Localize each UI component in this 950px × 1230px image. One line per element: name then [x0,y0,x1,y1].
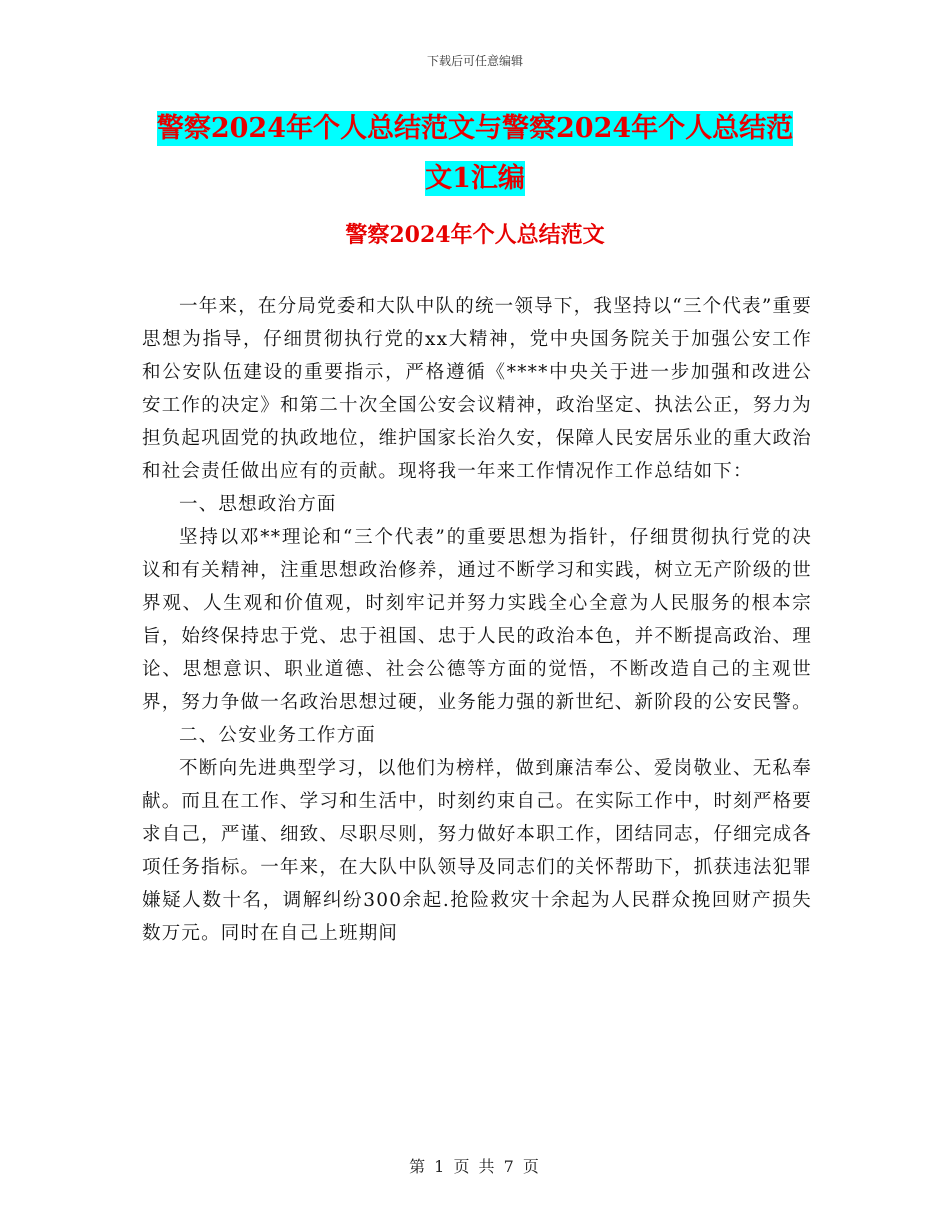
title-line-1: 警察2024年个人总结范文与警察2024年个人总结范 [156,113,794,144]
header-note: 下载后可任意编辑 [426,54,523,68]
section-title: 警察2024年个人总结范文 [345,222,605,248]
paragraph: 不断向先进典型学习，以他们为榜样，做到廉洁奉公、爱岗敬业、无私奉献。而且在工作、学习和生活中，时刻约束自己。在实际工作中，时刻严格要求自己，严谨、细致、尽职尽则，努力做好本职工作，团结同志，仔细完成各项任务指标。一年来，在大队中队领导及同志们的关怀帮助下，抓获违法犯罪嫌疑人数十名，调解纠纷300余起.抢险救灾十余起为人民群众挽回财产损失数万元。同时在自己上班期间 [142,758,812,944]
title-line-2: 文1汇编 [425,163,525,194]
paragraph: 一年来，在分局党委和大队中队的统一领导下，我坚持以“三个代表”重要思想为指导，仔细贯彻执行党的xx大精神，党中央国务院关于加强公安工作和公安队伍建设的重要指示，严格遵循《****中央关于进一步加强和改进公安工作的决定》和第二十次全国公安会议精神，政治坚定、执法公正，努力为担负起巩固党的执政地位，维护国家长治久安，保障人民安居乐业的重大政治和社会责任做出应有的贡献。现将我一年来工作情况作工作总结如下： [142,296,812,482]
document-title [120,104,830,204]
section-heading: 一、思想政治方面 [179,494,337,515]
section-heading: 二、公安业务工作方面 [179,725,377,746]
document-body [142,290,812,950]
page-number: 第 1 页 共 7 页 [409,1157,541,1176]
paragraph: 坚持以邓**理论和“三个代表”的重要思想为指针，仔细贯彻执行党的决议和有关精神，注重思想政治修养，通过不断学习和实践，树立无产阶级的世界观、人生观和价值观，时刻牢记并努力实践全心全意为人民服务的根本宗旨，始终保持忠于党、忠于祖国、忠于人民的政治本色，并不断提高政治、理论、思想意识、职业道德、社会公德等方面的觉悟，不断改造自己的主观世界，努力争做一名政治思想过硬，业务能力强的新世纪、新阶段的公安民警。 [142,527,812,713]
